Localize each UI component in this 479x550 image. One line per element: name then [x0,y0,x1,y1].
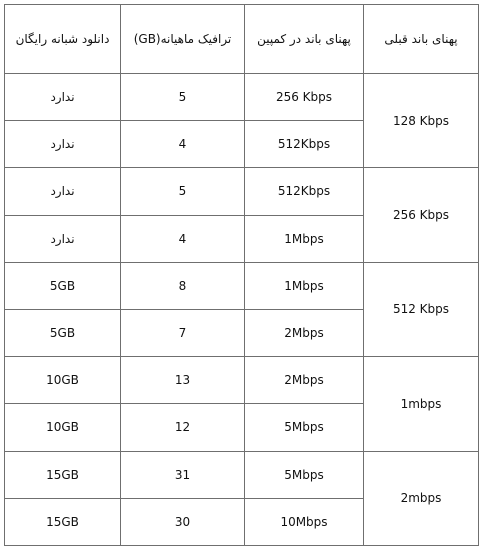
table-row [5,74,479,121]
table-row [5,262,479,309]
cell-monthly-traffic: 4 [121,121,245,168]
cell-promo-bandwidth: 512Kbps [245,121,364,168]
header-row [5,5,479,74]
cell-monthly-traffic: 5 [121,74,245,121]
cell-free-download: 5GB [5,262,121,309]
cell-free-download: 15GB [5,498,121,545]
header-monthly-traffic: ترافیک ماهیانه(GB) [121,5,245,74]
cell-promo-bandwidth: 2Mbps [245,357,364,404]
cell-promo-bandwidth: 1Mbps [245,215,364,262]
cell-monthly-traffic: 4 [121,215,245,262]
cell-free-download: ندارد [5,168,121,215]
cell-monthly-traffic: 5 [121,168,245,215]
header-free-download: دانلود شبانه رایگان [5,5,121,74]
table-row [5,168,479,215]
cell-free-download: ندارد [5,74,121,121]
cell-previous-bandwidth: 256 Kbps [364,168,479,262]
cell-promo-bandwidth: 5Mbps [245,451,364,498]
cell-free-download: 10GB [5,404,121,451]
cell-promo-bandwidth: 5Mbps [245,404,364,451]
cell-promo-bandwidth: 512Kbps [245,168,364,215]
header-previous-bandwidth: پهنای باند قبلی [364,5,479,74]
cell-monthly-traffic: 30 [121,498,245,545]
cell-previous-bandwidth: 512 Kbps [364,262,479,356]
cell-free-download: ندارد [5,121,121,168]
table-row [5,357,479,404]
cell-promo-bandwidth: 256 Kbps [245,74,364,121]
cell-monthly-traffic: 8 [121,262,245,309]
cell-promo-bandwidth: 2Mbps [245,309,364,356]
cell-promo-bandwidth: 10Mbps [245,498,364,545]
cell-free-download: 5GB [5,309,121,356]
bandwidth-plans-table [4,4,479,546]
cell-previous-bandwidth: 128 Kbps [364,74,479,168]
cell-monthly-traffic: 31 [121,451,245,498]
cell-free-download: ندارد [5,215,121,262]
header-promo-bandwidth: پهنای باند در کمپین [245,5,364,74]
cell-previous-bandwidth: 1mbps [364,357,479,451]
cell-monthly-traffic: 12 [121,404,245,451]
cell-free-download: 15GB [5,451,121,498]
cell-previous-bandwidth: 2mbps [364,451,479,546]
cell-free-download: 10GB [5,357,121,404]
cell-promo-bandwidth: 1Mbps [245,262,364,309]
table-row [5,451,479,498]
cell-monthly-traffic: 13 [121,357,245,404]
cell-monthly-traffic: 7 [121,309,245,356]
